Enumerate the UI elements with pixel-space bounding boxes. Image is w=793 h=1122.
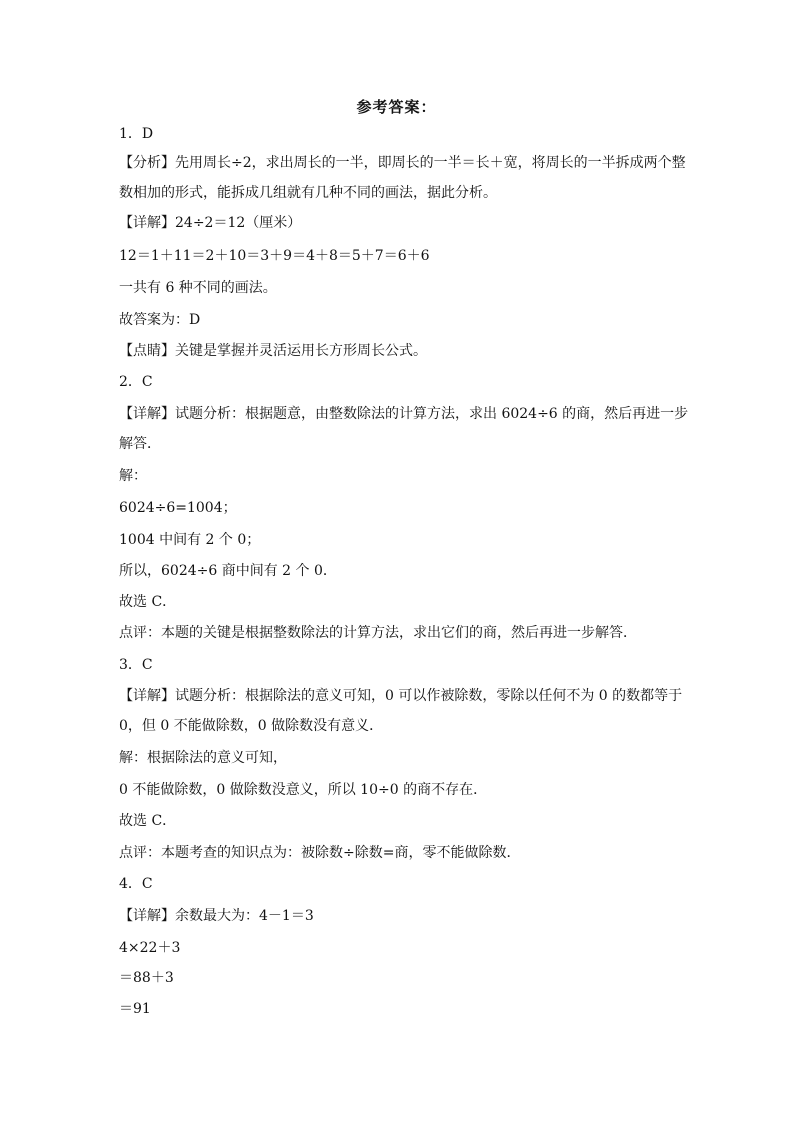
answer-4-heading: 4．C (119, 876, 153, 892)
answer-1-heading: 1．D (119, 126, 154, 142)
answer-2-conclusion: 故选 C． (119, 594, 177, 610)
answer-3-detail-line-2: 0，但 0 不能做除数，0 做除数没有意义． (119, 718, 384, 734)
answer-1-conclusion: 故答案为：D (119, 312, 201, 328)
answer-4-step-3: ＝91 (119, 1001, 151, 1017)
answer-1-detail-line-2: 12＝1＋11＝2＋10＝3＋9＝4＋8＝5＋7＝6＋6 (119, 248, 430, 264)
page-title: 参考答案： (356, 98, 437, 116)
answer-2-heading: 2．C (119, 374, 153, 390)
answer-1-detail-line-3: 一共有 6 种不同的画法。 (119, 280, 277, 296)
answer-3-solution-line-2: 0 不能做除数，0 做除数没意义，所以 10÷0 的商不存在． (119, 782, 488, 798)
answer-3-heading: 3．C (119, 657, 153, 673)
answer-1-detail-line-1: 【详解】24÷2＝12（厘米） (119, 215, 302, 231)
answer-2-step-3: 所以，6024÷6 商中间有 2 个 0． (119, 563, 337, 579)
answer-3-comment: 点评：本题考查的知识点为：被除数÷除数=商，零不能做除数． (119, 845, 521, 861)
answer-1-analysis-line-2: 数相加的形式，能拆成几组就有几种不同的画法，据此分析。 (119, 185, 497, 201)
answer-2-detail-line-2: 解答． (119, 436, 161, 452)
answer-2-step-2: 1004 中间有 2 个 0； (119, 532, 261, 548)
answer-2-step-1: 6024÷6=1004； (119, 500, 237, 516)
answer-1-analysis-line-1: 【分析】先用周长÷2，求出周长的一半，即周长的一半＝长＋宽，将周长的一半拆成两个整 (119, 155, 686, 171)
answer-2-comment: 点评：本题的关键是根据整数除法的计算方法，求出它们的商，然后再进一步解答． (119, 625, 637, 641)
answer-4-detail-line-1: 【详解】余数最大为：4－1＝3 (119, 908, 314, 924)
answer-2-solution-label: 解： (119, 468, 147, 484)
answer-2-detail-line-1: 【详解】试题分析：根据题意，由整数除法的计算方法，求出 6024÷6 的商，然后再进一步 (119, 406, 689, 422)
answer-3-detail-line-1: 【详解】试题分析：根据除法的意义可知，0 可以作被除数，零除以任何不为 0 的数都等于 (119, 688, 683, 704)
answer-3-conclusion: 故选 C． (119, 813, 177, 829)
answer-1-comment: 【点睛】关键是掌握并灵活运用长方形周长公式。 (119, 343, 427, 359)
answer-4-step-1: 4×22＋3 (119, 940, 181, 956)
answer-4-step-2: ＝88＋3 (119, 970, 174, 986)
answer-3-solution-line-1: 解：根据除法的意义可知， (119, 750, 287, 766)
